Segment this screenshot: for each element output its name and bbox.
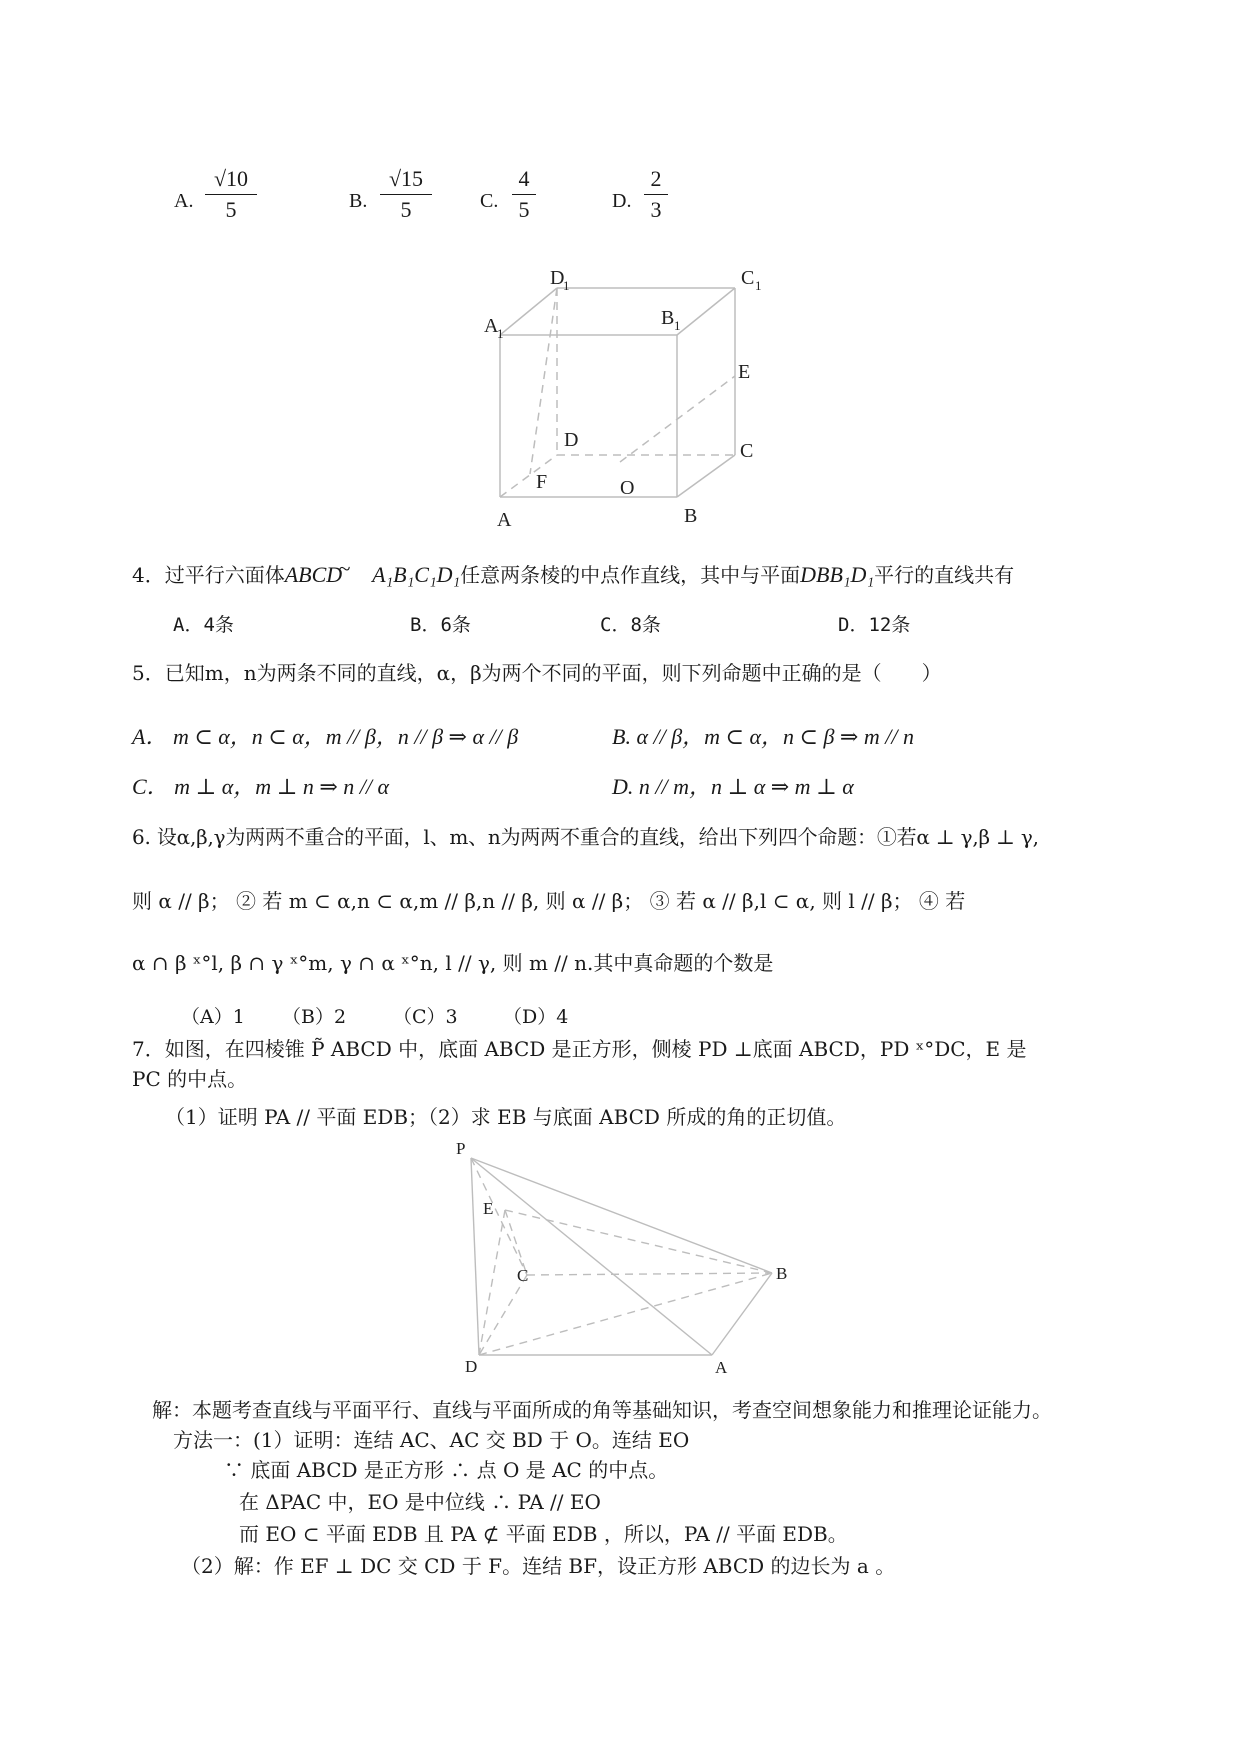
q7-line3: （1）证明 PA // 平面 EDB；（2）求 EB 与底面 ABCD 所成的角的正切值。 bbox=[165, 1105, 847, 1129]
q3-option-d-numerator: 2 bbox=[650, 166, 662, 191]
edge-p-b bbox=[471, 1158, 772, 1273]
q4-tilde: ~ bbox=[338, 556, 351, 581]
q6-line3: α ∩ β ˣ°l, β ∩ γ ˣ°m, γ ∩ α ˣ°n, l // γ, 则 m // n.其中真命题的个数是 bbox=[132, 951, 774, 975]
label-d1-sub: 1 bbox=[563, 278, 570, 293]
q3-option-c-label: C. bbox=[480, 190, 499, 212]
cube-figure bbox=[470, 258, 770, 538]
edge-a-b bbox=[712, 1273, 772, 1355]
segment-e-b bbox=[505, 1210, 772, 1273]
q3-option-d-fraction bbox=[644, 166, 668, 223]
segment-d1-f bbox=[530, 288, 557, 474]
pyramid-figure bbox=[450, 1140, 790, 1380]
label-c1-sub: 1 bbox=[755, 278, 762, 293]
q3-option-b-numerator: √15 bbox=[388, 166, 424, 191]
q3-option-b-denominator: 5 bbox=[400, 197, 412, 222]
q5-option-a: A． m ⊂ α，n ⊂ α，m // β，n // β ⇒ α // β bbox=[132, 724, 519, 749]
label-c1: C bbox=[741, 267, 755, 289]
q4-text-a: 4．过平行六面体 bbox=[132, 563, 285, 587]
solution-step3: 而 EO ⊂ 平面 EDB 且 PA ⊄ 平面 EDB ，所以，PA // 平面 EDB。 bbox=[239, 1522, 848, 1546]
q4-option-c: C．8条 bbox=[600, 614, 661, 636]
label-b1: B bbox=[661, 307, 675, 329]
q5-option-c: C． m ⊥ α，m ⊥ n ⇒ n // α bbox=[132, 774, 390, 799]
label-d: D bbox=[465, 1357, 478, 1376]
edge-p-d bbox=[471, 1158, 479, 1355]
label-d1: D bbox=[550, 267, 565, 289]
q3-option-c-fraction bbox=[512, 166, 536, 223]
q6-line1: 6. 设α,β,γ为两两不重合的平面，l、m、n为两两不重合的直线，给出下列四个命题：①若α ⊥ γ,β ⊥ γ, bbox=[132, 825, 1039, 849]
q3-option-a-fraction bbox=[205, 166, 257, 223]
q4-math-a1b1c1d1: A₁B₁C₁D₁ bbox=[372, 562, 461, 587]
edge-b1-c1 bbox=[677, 288, 735, 335]
label-a1: A bbox=[484, 315, 499, 337]
label-f: F bbox=[536, 471, 548, 493]
label-b1-sub: 1 bbox=[674, 318, 681, 333]
solution-step1: ∵ 底面 ABCD 是正方形 ∴ 点 O 是 AC 的中点。 bbox=[224, 1458, 669, 1482]
q3-option-b-label: B. bbox=[349, 190, 368, 212]
label-c: C bbox=[517, 1266, 529, 1285]
label-a: A bbox=[497, 509, 512, 531]
q4-text-c: 平行的直线共有 bbox=[874, 563, 1015, 587]
q7-line1: 7．如图，在四棱锥 P̃ ABCD 中，底面 ABCD 是正方形，侧棱 PD ⊥底面 ABCD，PD ˣ°DC，E 是 bbox=[132, 1037, 1027, 1061]
q4-stem bbox=[132, 556, 1015, 588]
edge-p-a bbox=[471, 1158, 712, 1355]
q6-option-c: （C）3 bbox=[393, 1006, 458, 1028]
q6-option-a: （A）1 bbox=[181, 1006, 245, 1028]
q6-line2: 则 α // β； ② 若 m ⊂ α,n ⊂ α,m // β,n // β, 则 α // β； ③ 若 α // β,l ⊂ α, 则 l // β； ④ 若 bbox=[132, 889, 966, 913]
q4-option-a: A．4条 bbox=[173, 614, 234, 636]
q3-option-d-denominator: 3 bbox=[650, 197, 662, 222]
q3-option-a-denominator: 5 bbox=[225, 197, 237, 222]
q4-math-dbb1d1: DBB₁D₁ bbox=[800, 562, 875, 587]
q4-text-b: 任意两条棱的中点作直线，其中与平面 bbox=[460, 563, 801, 587]
q3-option-d-label: D. bbox=[612, 190, 632, 212]
q5-option-d: D. n // m，n ⊥ α ⇒ m ⊥ α bbox=[612, 774, 854, 799]
q3-option-b-fraction bbox=[380, 166, 432, 223]
label-p: P bbox=[456, 1140, 466, 1158]
q5-stem: 5．已知m，n为两条不同的直线，α，β为两个不同的平面，则下列命题中正确的是（ ） bbox=[132, 661, 942, 685]
label-d: D bbox=[564, 429, 579, 451]
label-e: E bbox=[738, 361, 751, 383]
label-e: E bbox=[483, 1199, 494, 1218]
segment-d-b bbox=[479, 1273, 772, 1355]
label-o: O bbox=[620, 477, 635, 499]
label-a1-sub: 1 bbox=[497, 326, 504, 341]
solution-method1: 方法一：(1）证明：连结 AC、AC 交 BD 于 O。连结 EO bbox=[173, 1428, 690, 1452]
q6-option-d: （D）4 bbox=[503, 1006, 569, 1028]
q3-option-c-denominator: 5 bbox=[518, 197, 530, 222]
edge-a-d-hidden bbox=[500, 455, 557, 497]
solution-intro: 解：本题考查直线与平面平行、直线与平面所成的角等基础知识，考查空间想象能力和推理论证能力。 bbox=[152, 1398, 1052, 1422]
label-c: C bbox=[740, 440, 754, 462]
q3-option-c-numerator: 4 bbox=[518, 166, 530, 191]
q3-option-a-numerator: √10 bbox=[213, 166, 249, 191]
segment-e-d bbox=[479, 1210, 505, 1355]
solution-part2: （2）解：作 EF ⊥ DC 交 CD 于 F。连结 BF，设正方形 ABCD 的边长为 a 。 bbox=[181, 1554, 896, 1578]
q4-math-abcd: ABCD bbox=[284, 562, 343, 587]
edge-b-c bbox=[677, 455, 735, 497]
q3-option-a-label: A. bbox=[174, 190, 194, 212]
q7-line2: PC 的中点。 bbox=[132, 1067, 248, 1091]
label-b: B bbox=[684, 505, 698, 527]
solution-step2: 在 ΔPAC 中，EO 是中位线 ∴ PA // EO bbox=[239, 1490, 601, 1514]
label-b: B bbox=[776, 1264, 788, 1283]
edge-c-b-hidden bbox=[527, 1273, 772, 1275]
edge-a1-d1 bbox=[500, 288, 557, 335]
label-a: A bbox=[715, 1358, 728, 1377]
q4-option-d: D．12条 bbox=[838, 614, 911, 636]
q6-option-b: （B）2 bbox=[282, 1006, 347, 1028]
q4-option-b: B．6条 bbox=[410, 614, 471, 636]
q5-option-b: B. α // β，m ⊂ α，n ⊂ β ⇒ m // n bbox=[612, 724, 914, 749]
